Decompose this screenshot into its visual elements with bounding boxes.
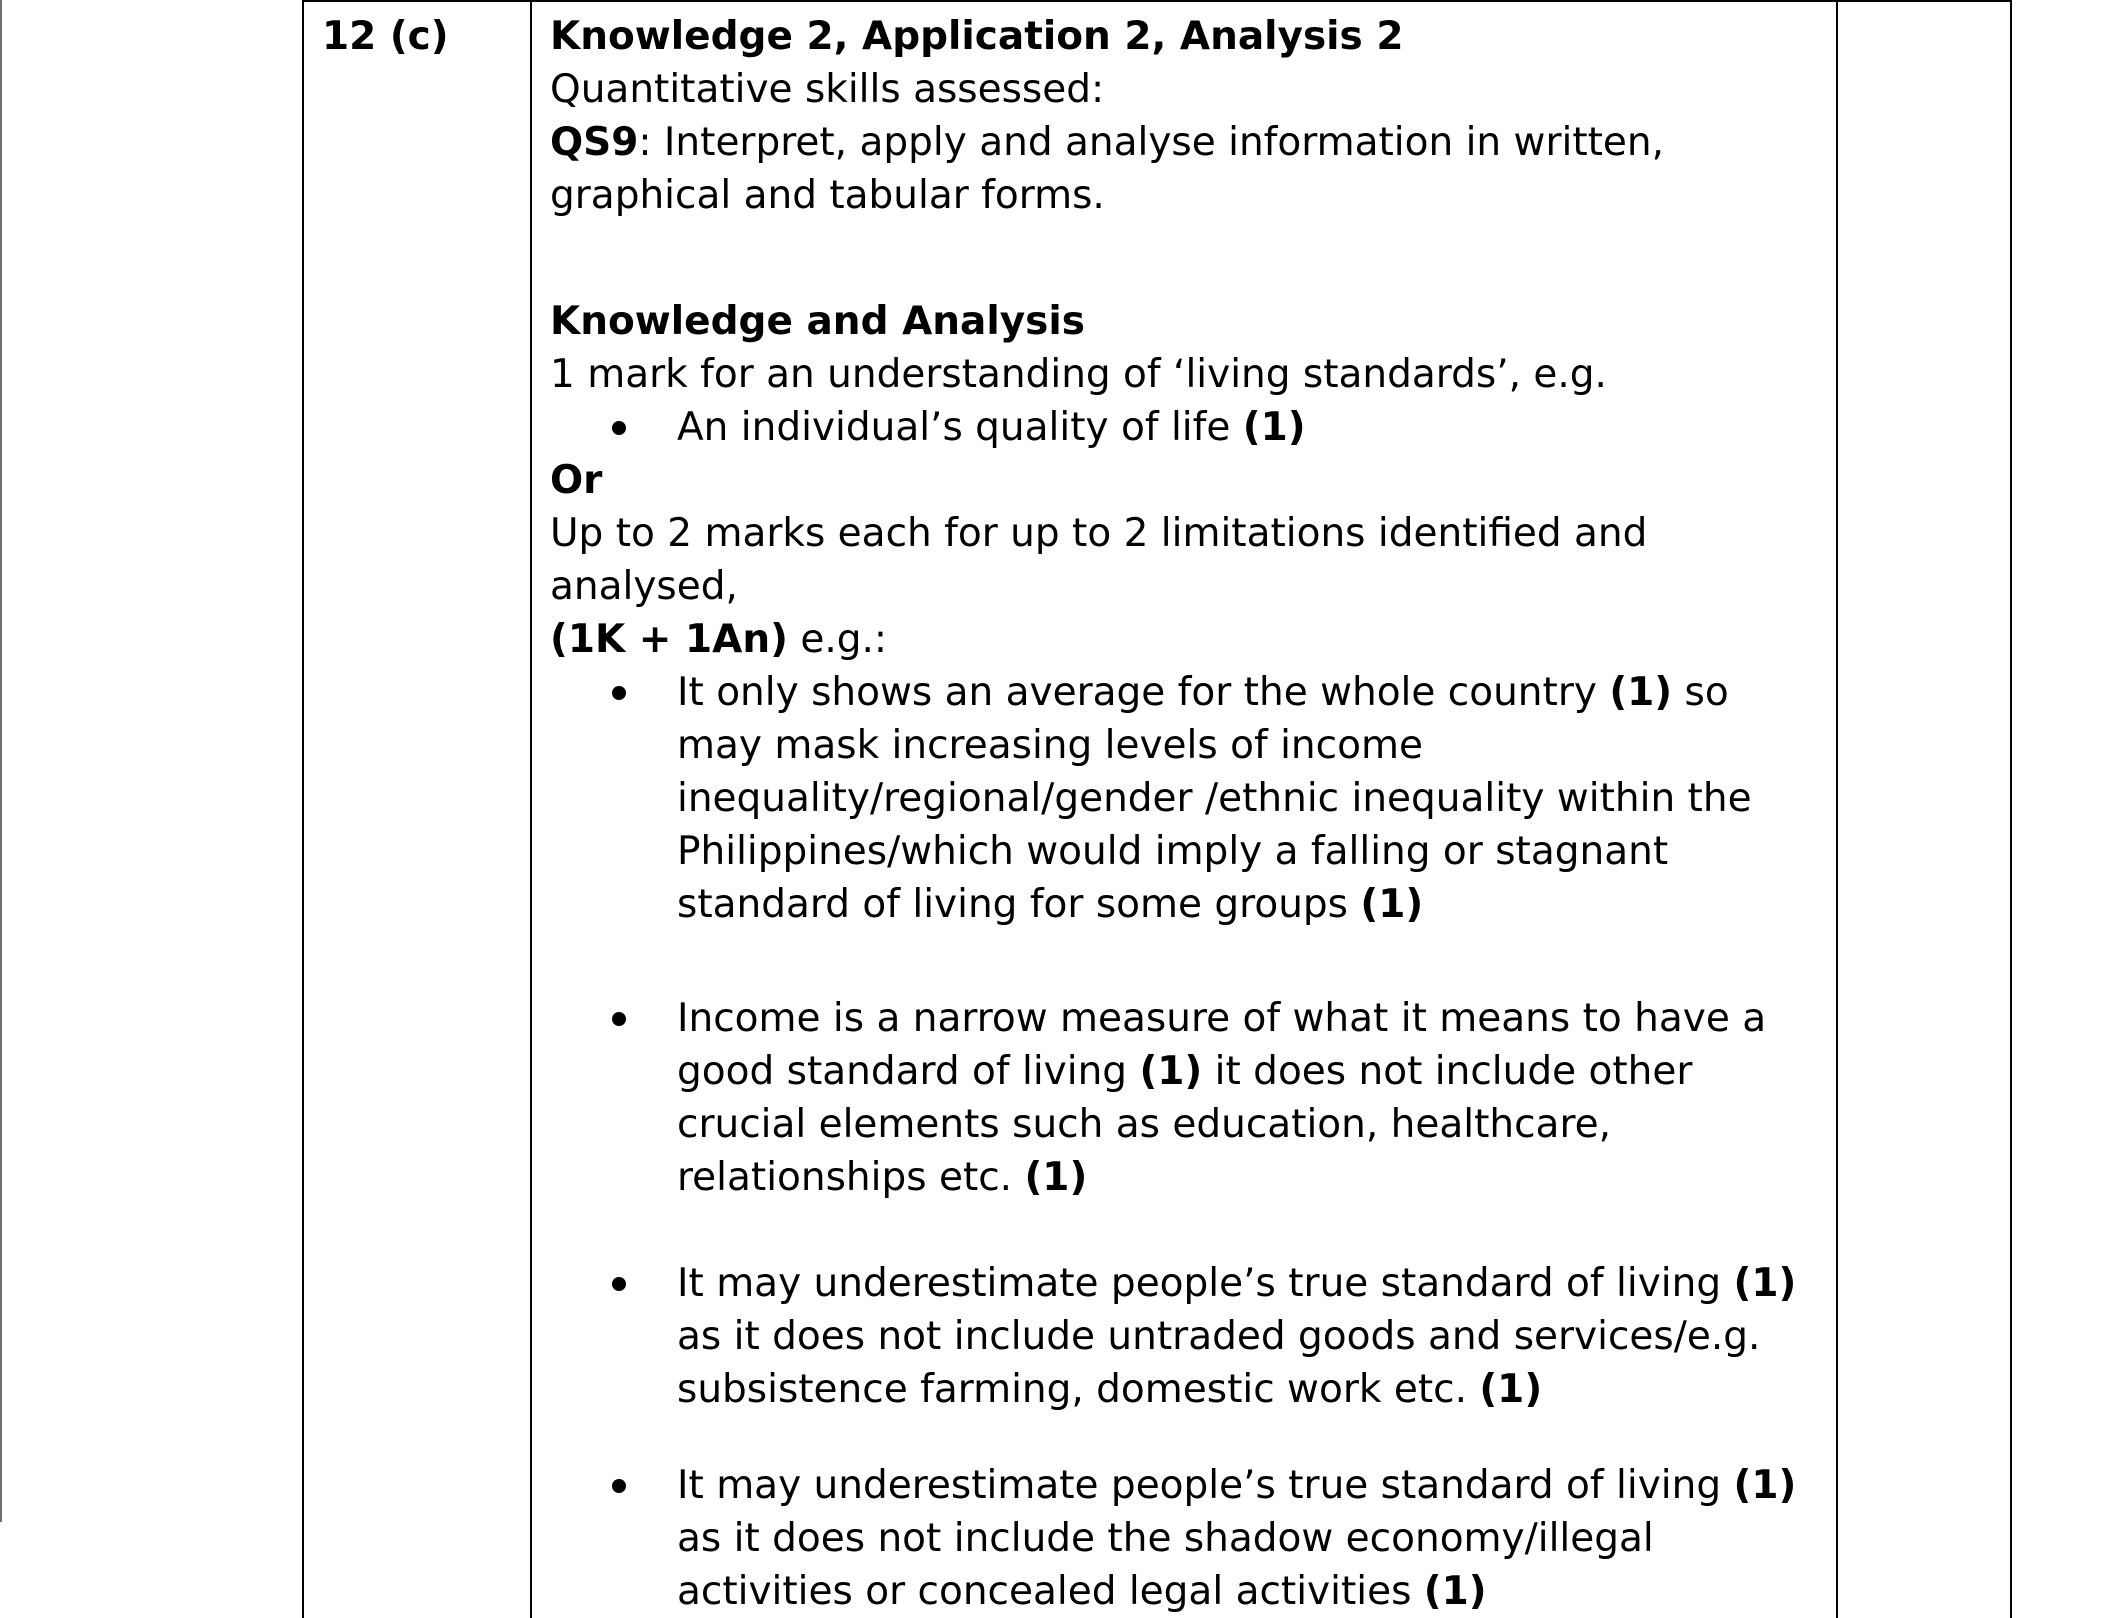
limitations-code: (1K + 1An) — [550, 617, 788, 662]
limitations-list — [550, 666, 1818, 1618]
limitations-eg: e.g.: — [787, 617, 888, 662]
bullet-text: as it does not include untraded goods and services/e.g. subsistence farming, domestic work etc. — [677, 1314, 1761, 1412]
mark-label: (1) — [1423, 1569, 1487, 1614]
assessment-objectives-heading: Knowledge 2, Application 2, Analysis 2 — [550, 14, 1404, 59]
limitations-intro-text: Up to 2 marks each for up to 2 limitations identified and analysed, — [550, 511, 1648, 609]
list-item — [550, 401, 1818, 454]
bullet-text: it does not include other crucial elements such as education, healthcare, relationships etc. — [677, 1049, 1693, 1200]
or-label: Or — [550, 458, 603, 503]
bullet-text: An individual’s quality of life — [677, 405, 1243, 450]
page-left-edge — [0, 0, 2, 1522]
limitations-intro — [550, 507, 1818, 666]
marks-cell — [1837, 1, 2011, 1618]
mark-label: (1) — [1360, 882, 1424, 927]
list-item — [550, 666, 1818, 931]
list-item — [550, 1459, 1818, 1618]
mark-label: (1) — [1024, 1155, 1088, 1200]
mark-label: (1) — [1242, 405, 1306, 450]
bullet-text: It only shows an average for the whole country — [677, 670, 1610, 715]
bullet-text: so may mask increasing levels of income inequality/regional/gender /ethnic inequality within the Philippines/which would imply a falling or stagnant standard of living for some groups — [677, 670, 1752, 927]
list-item — [550, 1257, 1818, 1416]
question-number-cell — [303, 1, 531, 1618]
table-row — [303, 1, 2011, 1618]
spacer — [550, 222, 1818, 295]
list-item — [550, 992, 1818, 1204]
mark-label: (1) — [1733, 1463, 1797, 1508]
quantitative-skill — [550, 116, 1818, 222]
knowledge-bullet-list — [550, 401, 1818, 454]
mark-label: (1) — [1609, 670, 1673, 715]
bullet-text: It may underestimate people’s true standard of living — [677, 1463, 1734, 1508]
answer-cell — [531, 1, 1837, 1618]
section-title: Knowledge and Analysis — [550, 299, 1085, 344]
answer-content — [532, 2, 1836, 1618]
mark-scheme-table — [302, 0, 2012, 1618]
mark-label: (1) — [1139, 1049, 1203, 1094]
knowledge-line: 1 mark for an understanding of ‘living standards’, e.g. — [550, 352, 1607, 397]
question-number: 12 (c) — [322, 14, 449, 59]
bullet-text: It may underestimate people’s true standard of living — [677, 1261, 1734, 1306]
qs-description: : Interpret, apply and analyse information in written, graphical and tabular forms. — [550, 120, 1665, 218]
quantitative-skills-intro: Quantitative skills assessed: — [550, 67, 1105, 112]
bullet-text: Income is a narrow measure of what it means to have a good standard of living — [677, 996, 1767, 1094]
mark-label: (1) — [1479, 1367, 1543, 1412]
mark-label: (1) — [1733, 1261, 1797, 1306]
qs-code: QS9 — [550, 120, 639, 165]
bullet-text: as it does not include the shadow economy/illegal activities or concealed legal activities — [677, 1516, 1654, 1614]
